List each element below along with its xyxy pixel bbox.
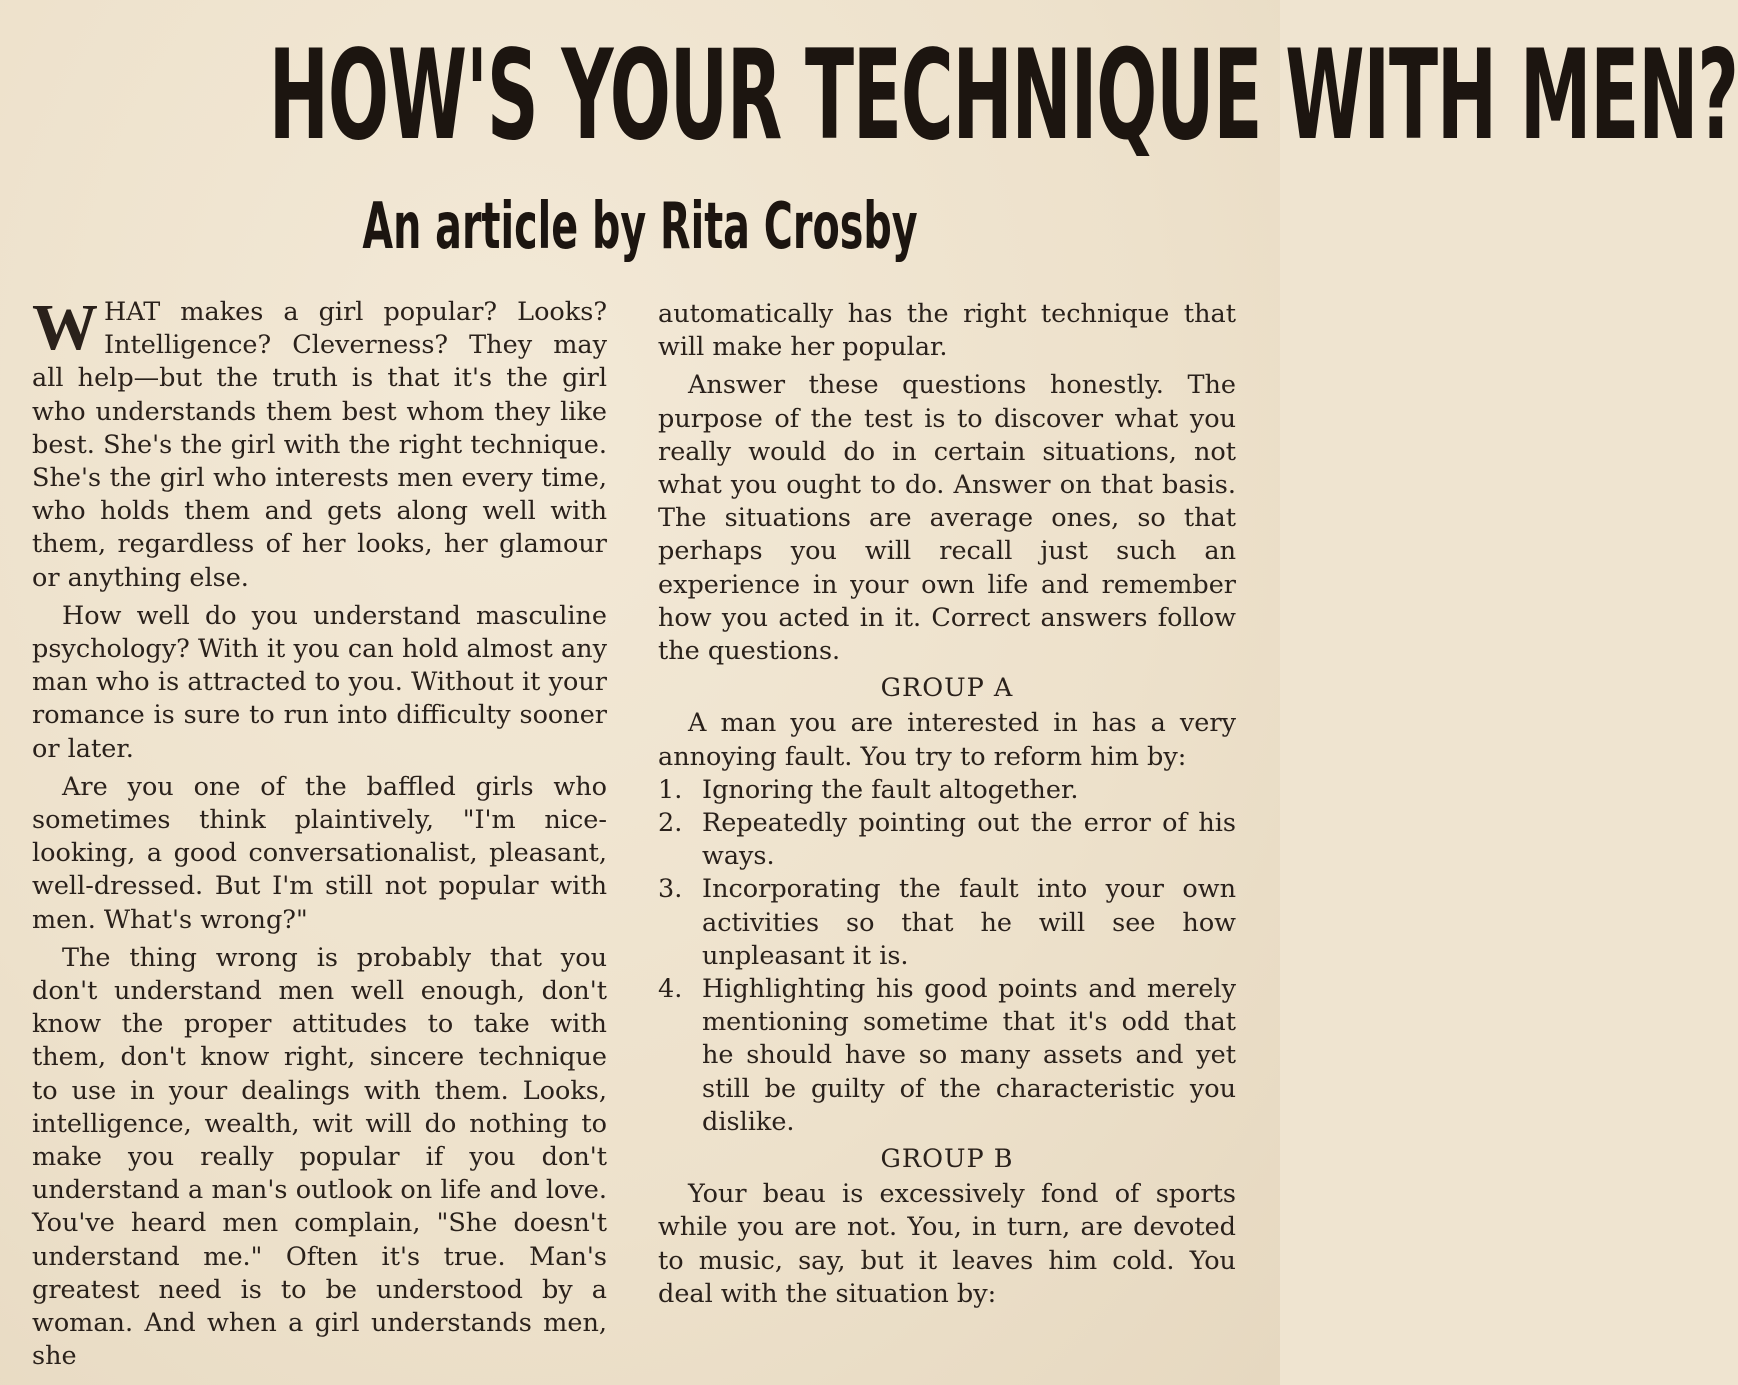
body-paragraph: How well do you understand masculine psychology? With it you can hold almost any man who is attracted to you. Without it your romance is sure to run into difficulty sooner or later. [32, 600, 607, 764]
group-a-option [658, 807, 1236, 873]
body-paragraph: Are you one of the baffled girls who sometimes think plaintively, "I'm nice-looking, a good conversationalist, pleasant, well-dressed. But I'm still not popular with men. What's wrong?" [32, 771, 607, 935]
option-text: Repeatedly pointing out the error of his ways. [702, 808, 1236, 872]
group-a-question: A man you are interested in has a very annoying fault. You try to reform him by: [658, 708, 1236, 772]
continuation-paragraph: automatically has the right technique that will make her popular. [658, 299, 1236, 363]
drop-cap: W [32, 291, 98, 364]
group-b-heading: GROUP B [880, 1144, 1014, 1175]
option-number: 1. [658, 774, 683, 805]
option-text: Incorporating the fault into your own activities so that he will see how unpleasant it is. [702, 874, 1236, 971]
group-a-option [658, 873, 1236, 973]
right-column [658, 298, 1236, 1311]
intro-text: HAT makes a girl popular? Looks? Intelligence? Cleverness? They may all help—but the truth is that it's the girl who understands them best whom they like best. She's the girl with the right technique. She's the girl who interests men every time, who holds them and gets along well with them, regardless of her looks, her glamour or anything else. [32, 297, 607, 593]
group-a-option [658, 973, 1236, 1139]
left-column [32, 291, 607, 1374]
group-a-heading: GROUP A [880, 673, 1014, 704]
group-a-option [658, 774, 1236, 807]
option-text: Ignoring the fault altogether. [702, 774, 1079, 805]
group-b-question: Your beau is excessively fond of sports while you are not. You, in turn, are devoted to music, say, but it leaves him cold. You deal with the situation by: [658, 1179, 1236, 1309]
instructions-paragraph: Answer these questions honestly. The purpose of the test is to discover what you really would do in certain situations, not what you ought to do. Answer on that basis. The situations are average ones, so that perhaps you will recall just such an experience in your own life and remember how you acted in it. Correct answers follow the questions. [658, 370, 1236, 667]
intro-paragraph [32, 291, 607, 595]
option-number: 4. [658, 974, 683, 1005]
option-number: 3. [658, 874, 683, 905]
article-headline: HOW'S YOUR TECHNIQUE WITH MEN? [268, 24, 1738, 168]
option-text: Highlighting his good points and merely mentioning sometime that it's odd that he should have so many assets and yet still be guilty of the characteristic you dislike. [702, 974, 1236, 1137]
option-number: 2. [658, 808, 683, 839]
article-byline: An article by Rita Crosby [362, 190, 918, 264]
body-paragraph: The thing wrong is probably that you don't understand men well enough, don't know the proper attitudes to take with them, don't know right, sincere technique to use in your dealings with them. Looks, intelligence, wealth, wit will do nothing to make you really popular if you don't understand a man's outlook on life and love. You've heard men complain, "She doesn't understand me." Often it's true. Man's greatest need is to be understood by a woman. And when a girl understands men, she [32, 942, 607, 1372]
